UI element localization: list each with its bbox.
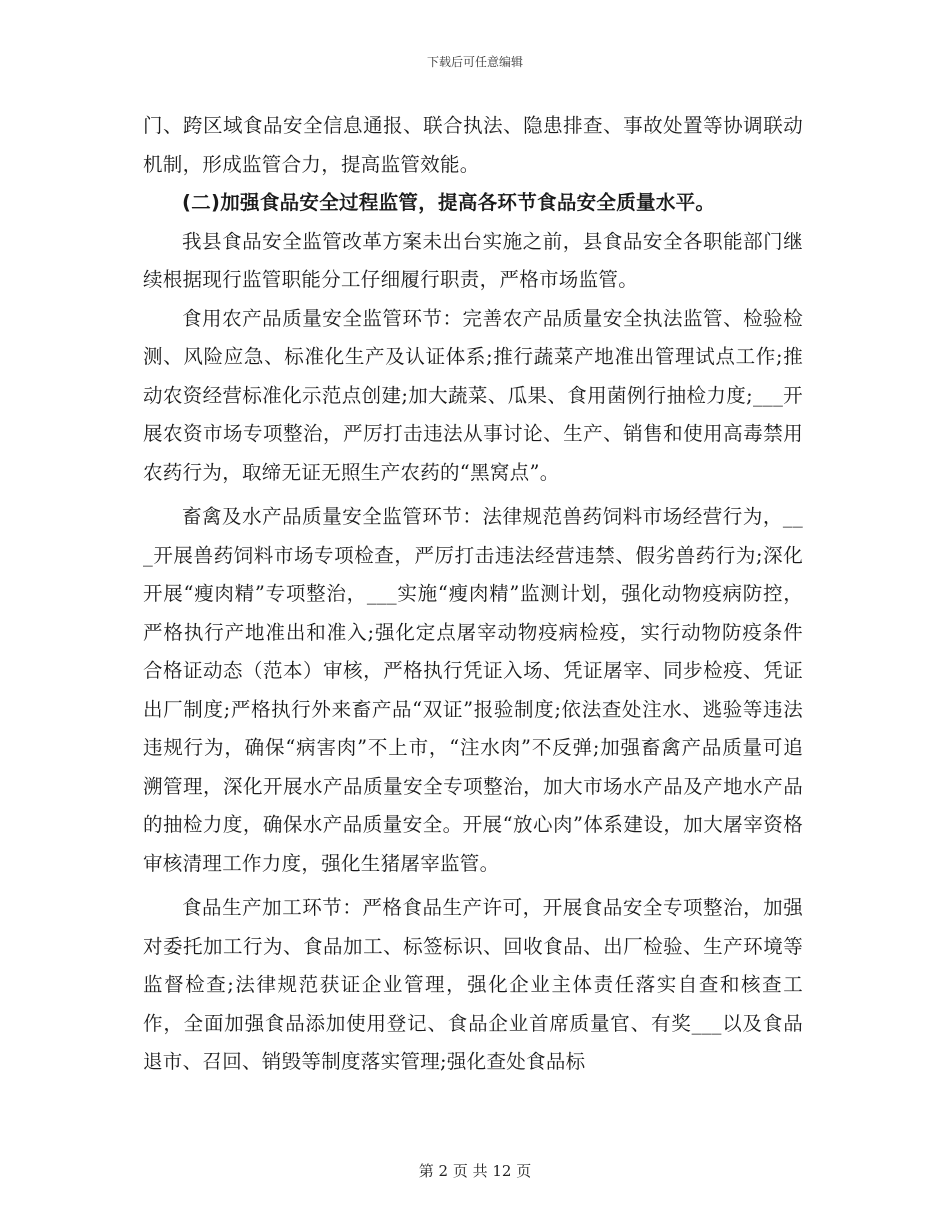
page-header: 下载后可任意编辑 — [426, 55, 523, 69]
page-number: 第 2 页 共 12 页 — [418, 1162, 532, 1180]
document-body — [143, 107, 803, 1082]
section-heading: (二)加强食品安全过程监管，提高各环节食品安全质量水平。 — [182, 191, 716, 214]
paragraph-reform-plan: 我县食品安全监管改革方案未出台实施之前，县食品安全各职能部门继续根据现行监管职能分工仔细履行职责，严格市场监管。 — [143, 229, 803, 291]
paragraph-agricultural-products: 食用农产品质量安全监管环节：完善农产品质量安全执法监管、检验检测、风险应急、标准化生产及认证体系;推行蔬菜产地准出管理试点工作;推动农资经营标准化示范点创建;加大蔬菜、瓜果、食用菌例行抽检力度;___开展农资市场专项整治，严厉打击违法从事讨论、生产、销售和使用高毒禁用农药行为，取缔无证无照生产农药的“黑窝点”。 — [143, 306, 803, 484]
paragraph-continuation: 门、跨区域食品安全信息通报、联合执法、隐患排查、事故处置等协调联动机制，形成监管合力，提高监管效能。 — [143, 114, 803, 176]
paragraph-food-production: 食品生产加工环节：严格食品生产许可，开展食品安全专项整治，加强对委托加工行为、食品加工、标签标识、回收食品、出厂检验、生产环境等监督检查;法律规范获证企业管理，强化企业主体责任落实自查和核查工作，全面加强食品添加使用登记、食品企业首席质量官、有奖___以及食品退市、召回、销毁等制度落实管理;强化查处食品标 — [143, 896, 803, 1073]
paragraph-livestock-aquatic: 畜禽及水产品质量安全监管环节：法律规范兽药饲料市场经营行为，___开展兽药饲料市场专项检查，严厉打击违法经营违禁、假劣兽药行为;深化开展“瘦肉精”专项整治，___实施“瘦肉精”监测计划，强化动物疫病防控，严格执行产地准出和准入;强化定点屠宰动物疫病检疫，实行动物防疫条件合格证动态（范本）审核，严格执行凭证入场、凭证屠宰、同步检疫、凭证出厂制度;严格执行外来畜产品“双证”报验制度;依法查处注水、逃验等违法违规行为，确保“病害肉”不上市，“注水肉”不反弹;加强畜禽产品质量可追溯管理，深化开展水产品质量安全专项整治，加大市场水产品及产地水产品的抽检力度，确保水产品质量安全。开展“放心肉”体系建设，加大屠宰资格审核清理工作力度，强化生猪屠宰监管。 — [143, 505, 803, 875]
